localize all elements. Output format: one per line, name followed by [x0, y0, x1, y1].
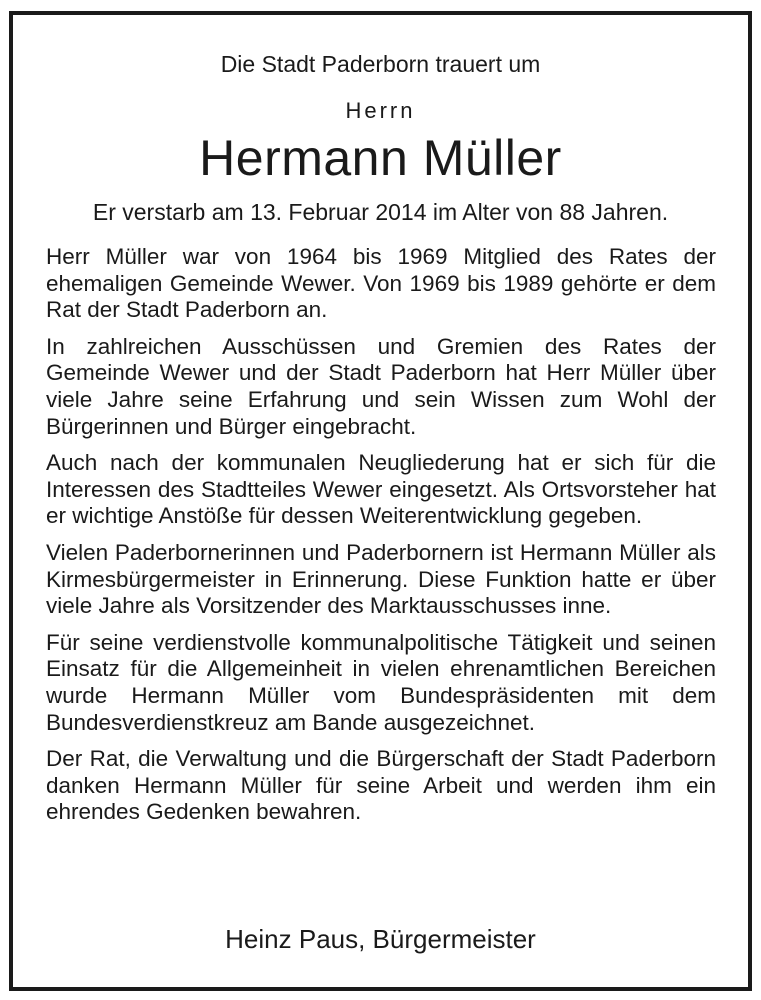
intro-line: Die Stadt Paderborn trauert um [220, 51, 541, 77]
paragraph-district-head: Auch nach der kommunalen Neugliederung hat er sich für die Interessen des Stadtteiles Wewer eingesetzt. Als Ortsvorsteher hat er wichtige Anstöße für dessen Weiterentwicklung gegeben. [46, 450, 716, 529]
paragraph-fair-mayor: Vielen Paderbornerinnen und Paderbornern ist Hermann Müller als Kirmesbürgermeister in Erinnerung. Diese Funktion hatte er über viele Jahre als Vorsitzender des Marktausschusses inne. [46, 539, 716, 619]
paragraph-thanks: Der Rat, die Verwaltung und die Bürgerschaft der Stadt Paderborn danken Hermann Müller für seine Arbeit und werden ihm ein ehrendes Gedenken bewahren. [46, 746, 716, 825]
obituary-body [46, 244, 716, 836]
paragraph-federal-cross: Für seine verdienstvolle kommunalpolitische Tätigkeit und seinen Einsatz für die Allgemeinheit in vielen ehrenamtlichen Bereichen wurde Hermann Müller vom Bundespräsidenten mit dem Bundesverdienstkreuz am Bande ausgezeichnet. [46, 629, 716, 735]
death-note: Er verstarb am 13. Februar 2014 im Alter von 88 Jahren. [92, 199, 669, 225]
deceased-name: Hermann Müller [199, 130, 562, 186]
paragraph-committees: In zahlreichen Ausschüssen und Gremien des Rates der Gemeinde Wewer und der Stadt Paderborn hat Herr Müller über viele Jahre seine Erfahrung und sein Wissen zum Wohl der Bürgerinnen und Bürger eingebracht. [46, 333, 716, 439]
salutation: Herrn [345, 98, 416, 123]
paragraph-council-membership: Herr Müller war von 1964 bis 1969 Mitglied des Rates der ehemaligen Gemeinde Wewer. Von 1969 bis 1989 gehörte er dem Rat der Stadt Paderborn an. [46, 244, 716, 323]
signature: Heinz Paus, Bürgermeister [225, 924, 536, 954]
